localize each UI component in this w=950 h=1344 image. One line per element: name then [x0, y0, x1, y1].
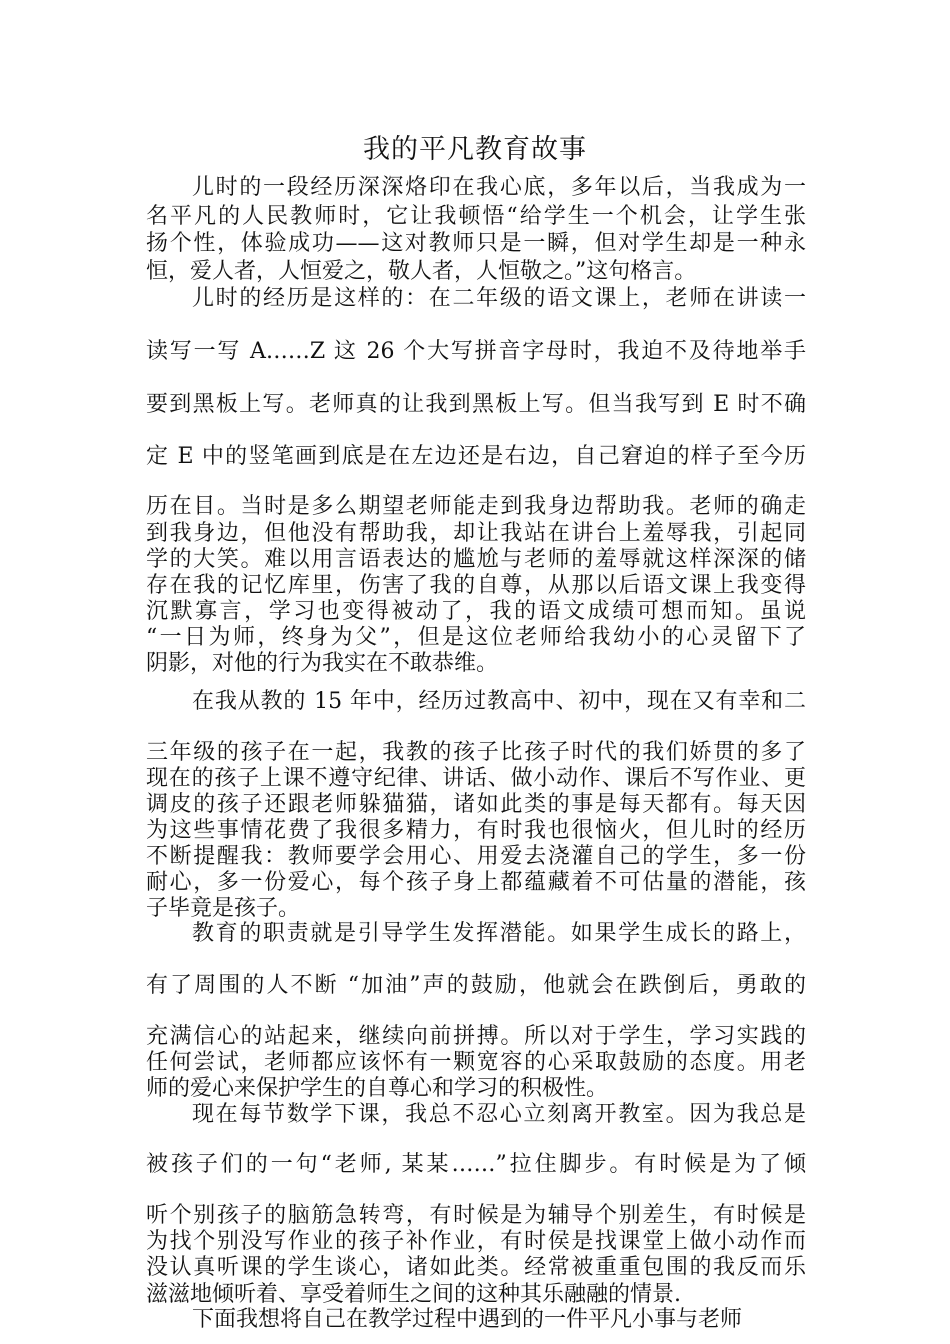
text-line: 阴影，对他的行为我实在不敢恭维。: [146, 651, 499, 676]
text-line: 听个别孩子的脑筋急转弯，有时候是为辅导个别差生，有时候是: [146, 1203, 806, 1228]
text-line: 到我身边，但他没有帮助我，却让我站在讲台上羞辱我，引起同: [146, 521, 806, 546]
text-line: “一日为师，终身为父”，但是这位老师给我幼小的心灵留下了: [146, 625, 806, 650]
text-line: 有了周围的人不断 “加油”声的鼓励，他就会在跌倒后，勇敢的: [146, 973, 806, 998]
text-line: 在我从教的 15 年中，经历过教高中、初中，现在又有幸和二: [192, 689, 806, 714]
text-line: 学的大笑。难以用言语表达的尴尬与老师的羞辱就这样深深的储: [146, 547, 806, 572]
text-line: 不断提醒我：教师要学会用心、用爱去浇灌自己的学生，多一份: [146, 844, 806, 869]
text-line: 教育的职责就是引导学生发挥潜能。如果学生成长的路上，: [192, 921, 806, 946]
text-line: 现在的孩子上课不遵守纪律、讲话、做小动作、课后不写作业、更: [146, 766, 806, 791]
text-line: 现在每节数学下课，我总不忍心立刻离开教室。因为我总是: [192, 1102, 806, 1127]
text-line: 为找个别没写作业的孩子补作业，有时侯是找课堂上做小动作而: [146, 1229, 806, 1254]
text-line: 扬个性，体验成功——这对教师只是一瞬，但对学生却是一种永: [146, 231, 806, 256]
text-line: 滋滋地倾听着、享受着师生之间的这种其乐融融的情景.: [146, 1282, 681, 1307]
text-line: 任何尝试，老师都应该怀有一颗宽容的心采取鼓励的态度。用老: [146, 1050, 806, 1075]
text-line: 儿时的经历是这样的：在二年级的语文课上，老师在讲读一: [192, 286, 806, 311]
text-line: 存在我的记忆库里，伤害了我的自尊，从那以后语文课上我变得: [146, 573, 806, 598]
text-line: 调皮的孩子还跟老师躲猫猫，诸如此类的事是每天都有。每天因: [146, 792, 806, 817]
text-line: 儿时的一段经历深深烙印在我心底，多年以后，当我成为一: [192, 175, 806, 200]
text-line: 读写一写 A……Z 这 26 个大写拼音字母时，我迫不及待地举手: [146, 339, 806, 364]
text-line: 要到黑板上写。老师真的让我到黑板上写。但当我写到 E 时不确: [146, 392, 806, 417]
text-line: 为这些事情花费了我很多精力，有时我也很恼火，但儿时的经历: [146, 818, 806, 843]
text-line: 没认真听课的学生谈心，诸如此类。经常被重重包围的我反而乐: [146, 1255, 806, 1280]
text-line: 被孩子们的一句“老师, 某某……”拉住脚步。有时候是为了倾: [146, 1152, 806, 1177]
text-line: 恒，爱人者，人恒爱之，敬人者，人恒敬之。”这句格言。: [146, 259, 697, 284]
text-line: 耐心，多一份爱心，每个孩子身上都蕴藏着不可估量的潜能，孩: [146, 870, 806, 895]
text-line: 子毕竟是孩子。: [146, 896, 301, 921]
text-line: 下面我想将自己在教学过程中遇到的一件平凡小事与老师: [192, 1307, 743, 1332]
text-line: 师的爱心来保护学生的自尊心和学习的积极性。: [146, 1076, 609, 1101]
document-title: 我的平凡教育故事: [363, 134, 587, 165]
text-line: 名平凡的人民教师时，它让我顿悟“给学生一个机会，让学生张: [146, 204, 806, 229]
text-line: 三年级的孩子在一起，我教的孩子比孩子时代的我们娇贯的多了: [146, 740, 806, 765]
text-line: 定 E 中的竖笔画到底是在左边还是右边，自己窘迫的样子至今历: [146, 444, 806, 469]
text-line: 充满信心的站起来，继续向前拼搏。所以对于学生，学习实践的: [146, 1024, 806, 1049]
text-line: 沉默寡言，学习也变得被动了，我的语文成绩可想而知。虽说: [146, 599, 806, 624]
text-line: 历在目。当时是多么期望老师能走到我身边帮助我。老师的确走: [146, 494, 806, 519]
